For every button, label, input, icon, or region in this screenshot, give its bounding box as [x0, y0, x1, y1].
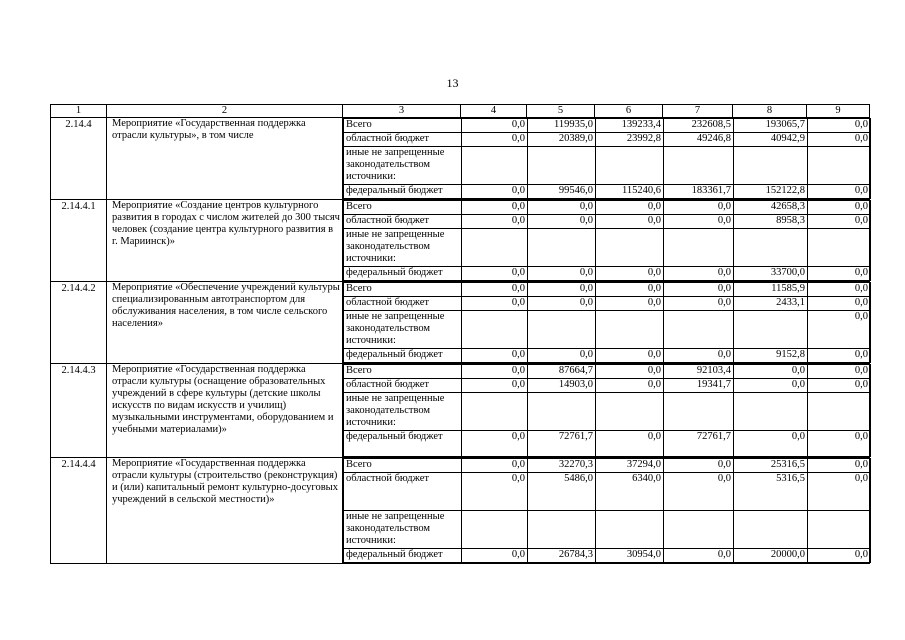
value-cell: 0,0: [462, 365, 528, 379]
funding-table: [343, 118, 871, 199]
header-cell: 5: [527, 105, 595, 118]
value-cell: 0,0: [528, 283, 596, 297]
value-cell: 49246,8: [664, 133, 734, 147]
value-cell: 0,0: [462, 473, 528, 511]
value-cell: [664, 511, 734, 549]
value-cell: [664, 229, 734, 267]
funding-source: областной бюджет: [344, 133, 462, 147]
value-cell: [462, 229, 528, 267]
header-cell: 1: [51, 105, 107, 118]
header-row: [51, 105, 870, 118]
value-cell: 0,0: [462, 119, 528, 133]
funding-block: [343, 282, 870, 364]
value-cell: 26784,3: [528, 549, 596, 563]
value-cell: [462, 147, 528, 185]
value-cell: [596, 393, 664, 431]
funding-source: федеральный бюджет: [344, 349, 462, 363]
value-cell: 0,0: [528, 201, 596, 215]
header-cell: 8: [733, 105, 807, 118]
table-row: [51, 200, 870, 282]
value-cell: 0,0: [808, 379, 871, 393]
value-cell: 0,0: [462, 379, 528, 393]
value-cell: 0,0: [462, 349, 528, 363]
value-cell: [462, 311, 528, 349]
value-cell: 0,0: [808, 349, 871, 363]
value-cell: 0,0: [528, 215, 596, 229]
funding-source: федеральный бюджет: [344, 267, 462, 281]
table-row: [51, 118, 870, 200]
value-cell: 0,0: [462, 133, 528, 147]
value-cell: [462, 393, 528, 431]
value-cell: 0,0: [462, 549, 528, 563]
funding-source: иные не запрещенные законодательством источники:: [344, 393, 462, 431]
value-cell: 37294,0: [596, 459, 664, 473]
value-cell: 115240,6: [596, 185, 664, 199]
value-cell: 0,0: [734, 365, 808, 379]
funding-source: Всего: [344, 459, 462, 473]
value-cell: [528, 229, 596, 267]
funding-block: [343, 200, 870, 282]
funding-line: [344, 473, 871, 511]
value-cell: [596, 511, 664, 549]
value-cell: 14903,0: [528, 379, 596, 393]
value-cell: 30954,0: [596, 549, 664, 563]
value-cell: 0,0: [808, 365, 871, 379]
value-cell: 0,0: [734, 431, 808, 457]
funding-table: [343, 364, 871, 457]
funding-line: [344, 283, 871, 297]
funding-source: иные не запрещенные законодательством источники:: [344, 147, 462, 185]
row-code: 2.14.4.1: [51, 200, 107, 282]
value-cell: 139233,4: [596, 119, 664, 133]
funding-line: [344, 393, 871, 431]
value-cell: 92103,4: [664, 365, 734, 379]
value-cell: 193065,7: [734, 119, 808, 133]
value-cell: [528, 511, 596, 549]
row-code: 2.14.4.3: [51, 364, 107, 458]
value-cell: 0,0: [734, 379, 808, 393]
value-cell: [528, 393, 596, 431]
table-row: [51, 458, 870, 564]
budget-table: [50, 104, 870, 564]
value-cell: 72761,7: [528, 431, 596, 457]
value-cell: 0,0: [808, 549, 871, 563]
funding-source: областной бюджет: [344, 379, 462, 393]
value-cell: 0,0: [664, 201, 734, 215]
value-cell: 23992,8: [596, 133, 664, 147]
value-cell: 0,0: [462, 459, 528, 473]
value-cell: 6340,0: [596, 473, 664, 511]
value-cell: 0,0: [596, 379, 664, 393]
value-cell: 232608,5: [664, 119, 734, 133]
value-cell: 99546,0: [528, 185, 596, 199]
row-activity-name: Мероприятие «Государственная поддержка отрасли культуры (строительство (реконструкция) и (или) капитальный ремонт культурно-досуговых учреждений в сельской местности)»: [107, 458, 343, 564]
value-cell: 11585,9: [734, 283, 808, 297]
funding-block: [343, 364, 870, 458]
row-activity-name: Мероприятие «Государственная поддержка отрасли культуры (оснащение образовательных учреждений в сфере культуры (детские школы искусств по видам искусств и училищ) музыкальными инструментами, оборудованием и учебными материалами)»: [107, 364, 343, 458]
value-cell: 0,0: [528, 349, 596, 363]
funding-line: [344, 185, 871, 199]
header-cell: 2: [107, 105, 343, 118]
value-cell: 20389,0: [528, 133, 596, 147]
value-cell: 0,0: [596, 283, 664, 297]
value-cell: [808, 511, 871, 549]
value-cell: 183361,7: [664, 185, 734, 199]
value-cell: 0,0: [596, 431, 664, 457]
value-cell: 0,0: [596, 215, 664, 229]
funding-line: [344, 229, 871, 267]
value-cell: 0,0: [664, 473, 734, 511]
header-cell: 4: [461, 105, 527, 118]
value-cell: 0,0: [808, 133, 871, 147]
funding-line: [344, 379, 871, 393]
value-cell: [528, 147, 596, 185]
value-cell: 0,0: [664, 349, 734, 363]
value-cell: 0,0: [462, 431, 528, 457]
value-cell: 25316,5: [734, 459, 808, 473]
value-cell: [664, 311, 734, 349]
funding-block: [343, 458, 870, 564]
value-cell: [734, 393, 808, 431]
funding-source: Всего: [344, 365, 462, 379]
value-cell: [596, 229, 664, 267]
value-cell: [596, 147, 664, 185]
funding-source: областной бюджет: [344, 215, 462, 229]
funding-line: [344, 201, 871, 215]
value-cell: 9152,8: [734, 349, 808, 363]
value-cell: [664, 147, 734, 185]
funding-source: иные не запрещенные законодательством источники:: [344, 311, 462, 349]
funding-line: [344, 311, 871, 349]
value-cell: 0,0: [808, 267, 871, 281]
value-cell: 0,0: [808, 283, 871, 297]
funding-source: областной бюджет: [344, 297, 462, 311]
value-cell: 2433,1: [734, 297, 808, 311]
page-number: 13: [446, 76, 459, 90]
value-cell: 42658,3: [734, 201, 808, 215]
value-cell: 152122,8: [734, 185, 808, 199]
value-cell: 0,0: [808, 185, 871, 199]
value-cell: 72761,7: [664, 431, 734, 457]
table-row: [51, 282, 870, 364]
value-cell: [462, 511, 528, 549]
value-cell: 0,0: [596, 267, 664, 281]
header-cell: 7: [663, 105, 733, 118]
funding-line: [344, 549, 871, 563]
funding-line: [344, 459, 871, 473]
value-cell: 0,0: [808, 431, 871, 457]
value-cell: [734, 511, 808, 549]
funding-source: Всего: [344, 283, 462, 297]
row-activity-name: Мероприятие «Государственная поддержка отрасли культуры», в том числе: [107, 118, 343, 200]
header-cell: 6: [595, 105, 663, 118]
value-cell: 0,0: [528, 297, 596, 311]
value-cell: 40942,9: [734, 133, 808, 147]
funding-line: [344, 365, 871, 379]
funding-block: [343, 118, 870, 200]
value-cell: [596, 311, 664, 349]
value-cell: 0,0: [664, 297, 734, 311]
funding-source: федеральный бюджет: [344, 185, 462, 199]
value-cell: 0,0: [664, 459, 734, 473]
funding-line: [344, 147, 871, 185]
value-cell: 0,0: [462, 283, 528, 297]
value-cell: [808, 229, 871, 267]
value-cell: 0,0: [808, 297, 871, 311]
row-code: 2.14.4: [51, 118, 107, 200]
value-cell: 20000,0: [734, 549, 808, 563]
value-cell: 0,0: [664, 267, 734, 281]
value-cell: 0,0: [808, 215, 871, 229]
header-cell: 9: [807, 105, 870, 118]
value-cell: 0,0: [596, 297, 664, 311]
value-cell: 0,0: [528, 267, 596, 281]
row-code: 2.14.4.4: [51, 458, 107, 564]
value-cell: 119935,0: [528, 119, 596, 133]
value-cell: 0,0: [462, 185, 528, 199]
value-cell: 0,0: [596, 349, 664, 363]
funding-table: [343, 200, 871, 281]
funding-source: федеральный бюджет: [344, 549, 462, 563]
funding-source: иные не запрещенные законодательством источники:: [344, 229, 462, 267]
value-cell: [664, 393, 734, 431]
value-cell: 0,0: [808, 473, 871, 511]
row-activity-name: Мероприятие «Обеспечение учреждений культуры специализированным автотранспортом для обслуживания населения, в том числе сельского населения»: [107, 282, 343, 364]
funding-line: [344, 215, 871, 229]
value-cell: 87664,7: [528, 365, 596, 379]
funding-line: [344, 511, 871, 549]
funding-source: Всего: [344, 201, 462, 215]
value-cell: 33700,0: [734, 267, 808, 281]
value-cell: 0,0: [462, 267, 528, 281]
value-cell: [528, 311, 596, 349]
row-activity-name: Мероприятие «Создание центров культурного развития в городах с числом жителей до 300 тысяч человек (создание центра культурного развития в г. Мариинск)»: [107, 200, 343, 282]
value-cell: 0,0: [808, 311, 871, 349]
value-cell: 5486,0: [528, 473, 596, 511]
funding-table: [343, 458, 871, 563]
value-cell: [734, 147, 808, 185]
value-cell: 0,0: [596, 201, 664, 215]
value-cell: 0,0: [808, 119, 871, 133]
value-cell: [734, 311, 808, 349]
row-code: 2.14.4.2: [51, 282, 107, 364]
funding-source: иные не запрещенные законодательством источники:: [344, 511, 462, 549]
value-cell: 5316,5: [734, 473, 808, 511]
funding-table: [343, 282, 871, 363]
funding-source: федеральный бюджет: [344, 431, 462, 457]
funding-line: [344, 267, 871, 281]
funding-line: [344, 431, 871, 457]
value-cell: 0,0: [664, 215, 734, 229]
table-row: [51, 364, 870, 458]
value-cell: 0,0: [462, 297, 528, 311]
value-cell: [808, 147, 871, 185]
funding-line: [344, 349, 871, 363]
value-cell: 19341,7: [664, 379, 734, 393]
value-cell: 8958,3: [734, 215, 808, 229]
funding-line: [344, 133, 871, 147]
value-cell: 32270,3: [528, 459, 596, 473]
funding-source: областной бюджет: [344, 473, 462, 511]
value-cell: 0,0: [664, 283, 734, 297]
value-cell: [734, 229, 808, 267]
value-cell: 0,0: [808, 201, 871, 215]
value-cell: 0,0: [808, 459, 871, 473]
funding-source: Всего: [344, 119, 462, 133]
funding-line: [344, 119, 871, 133]
value-cell: 0,0: [664, 549, 734, 563]
value-cell: 0,0: [462, 215, 528, 229]
value-cell: 0,0: [462, 201, 528, 215]
funding-line: [344, 297, 871, 311]
value-cell: [808, 393, 871, 431]
header-cell: 3: [343, 105, 461, 118]
value-cell: 0,0: [596, 365, 664, 379]
